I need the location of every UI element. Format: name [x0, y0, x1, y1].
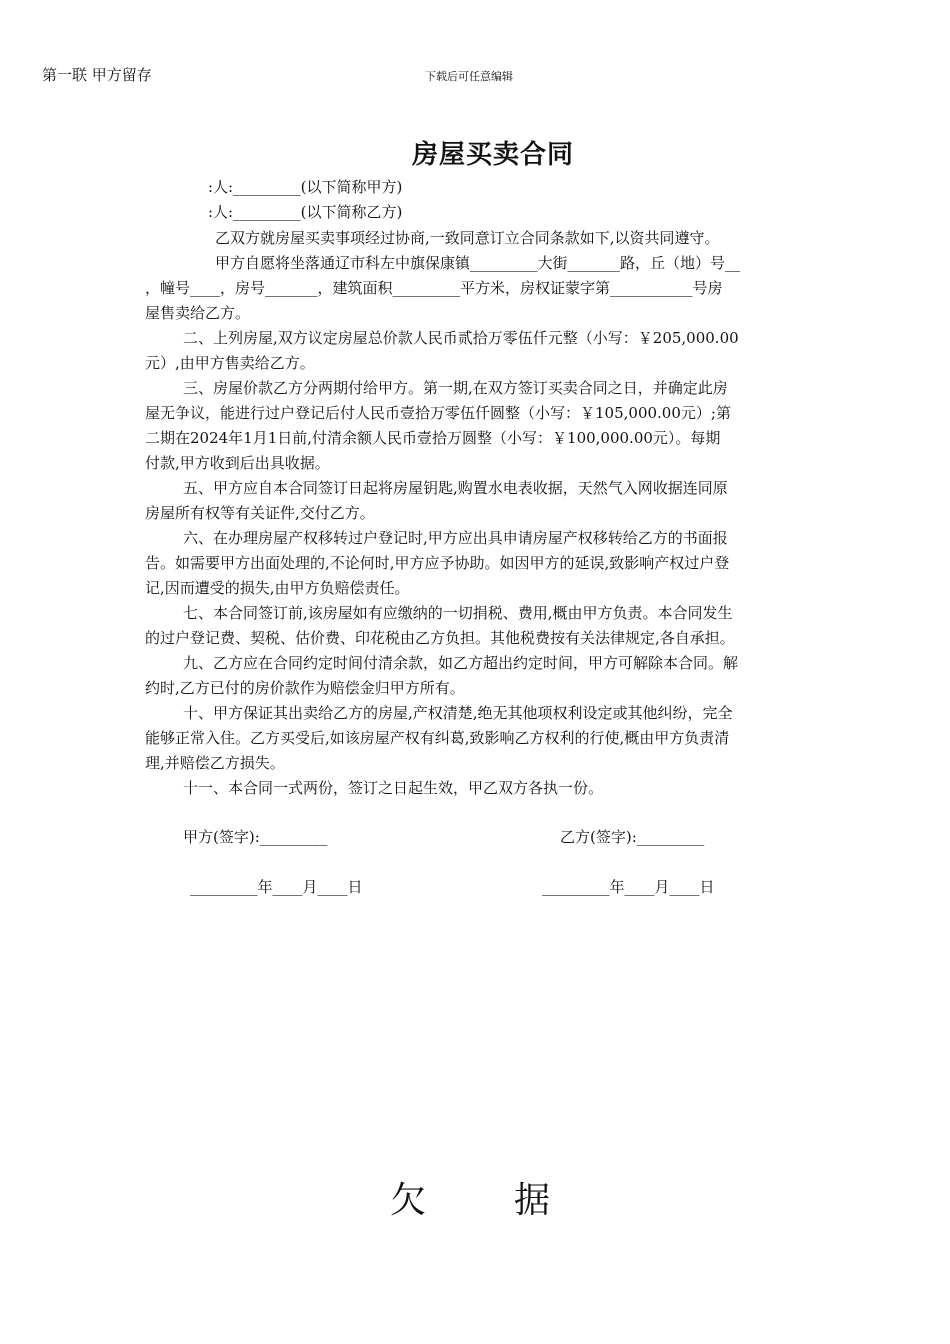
next-page-title: 欠据: [390, 1180, 639, 1221]
copy-label: 第一联 甲方留存: [42, 66, 152, 84]
preamble: 乙双方就房屋买卖事项经过协商,一致同意订立合同条款如下,以资共同遵守。: [215, 229, 720, 247]
clause-6-line-2: 告。如需要甲方出面处理的,不论何时,甲方应予协助。如因甲方的延误,致影响产权过户登: [145, 554, 730, 572]
clause-3-line-3: 二期在2024年1月1日前,付清余额人民币壹拾万圆整（小写：￥100,000.00元）。每期: [145, 429, 721, 447]
clause-10-line-1: 十、甲方保证其出卖给乙方的房屋,产权清楚,绝无其他项权利设定或其他纠纷，完全: [183, 704, 733, 722]
clause-3-line-1: 三、房屋价款乙方分两期付给甲方。第一期,在双方签订买卖合同之日，并确定此房: [183, 379, 728, 397]
clause-9-line-2: 约时,乙方已付的房价款作为赔偿金归甲方所有。: [145, 679, 465, 697]
clause-5-line-1: 五、甲方应自本合同签订日起将房屋钥匙,购置水电表收据，天然气入网收据连同原: [183, 479, 728, 497]
party-a-date: _________年____月____日: [190, 878, 363, 896]
party-a-signature: 甲方(签字):_________: [183, 828, 328, 846]
clause-3-line-2: 屋无争议，能进行过户登记后付人民币壹拾万零伍仟圆整（小写：￥105,000.00元）;第: [145, 404, 731, 422]
clause-6-line-1: 六、在办理房屋产权移转过户登记时,甲方应出具申请房屋产权移转给乙方的书面报: [183, 529, 728, 547]
buyer-line: :人:_________(以下简称乙方): [208, 203, 403, 221]
seller-line: :人:_________(以下简称甲方): [208, 178, 403, 196]
clause-1-line-1: 甲方自愿将坐落通辽市科左中旗保康镇_________大街_______路，丘（地）号__: [215, 254, 741, 272]
clause-5-line-2: 房屋所有权等有关证件,交付乙方。: [145, 504, 375, 522]
clause-10-line-3: 理,并赔偿乙方损失。: [145, 754, 285, 772]
clause-11-line-1: 十一、本合同一式两份，签订之日起生效，甲乙双方各执一份。: [183, 779, 604, 797]
clause-1-line-3: 屋售卖给乙方。: [145, 304, 251, 322]
party-b-date: _________年____月____日: [542, 878, 715, 896]
clause-1-line-2: ，幢号____，房号_______，建筑面积_________平方米，房权证蒙字第___________号房: [145, 279, 723, 297]
page-title: 房屋买卖合同: [411, 140, 574, 170]
clause-3-line-4: 付款,甲方收到后出具收据。: [145, 454, 330, 472]
clause-7-line-1: 七、本合同签订前,该房屋如有应缴纳的一切捐税、费用,概由甲方负责。本合同发生: [183, 604, 733, 622]
clause-7-line-2: 的过户登记费、契税、估价费、印花税由乙方负担。其他税费按有关法律规定,各自承担。: [145, 629, 735, 647]
clause-2-line-2: 元）,由甲方售卖给乙方。: [145, 354, 315, 372]
party-b-signature: 乙方(签字):_________: [560, 828, 705, 846]
edit-note: 下载后可任意编辑: [425, 70, 513, 83]
clause-10-line-2: 能够正常入住。乙方买受后,如该房屋产权有纠葛,致影响乙方权利的行使,概由甲方负责清: [145, 729, 730, 747]
clause-6-line-3: 记,因而遭受的损失,由甲方负赔偿责任。: [145, 579, 410, 597]
clause-2-line-1: 二、上列房屋,双方议定房屋总价款人民币贰拾万零伍仟元整（小写：￥205,000.00: [183, 329, 739, 347]
clause-9-line-1: 九、乙方应在合同约定时间付清余款，如乙方超出约定时间，甲方可解除本合同。解: [183, 654, 739, 672]
